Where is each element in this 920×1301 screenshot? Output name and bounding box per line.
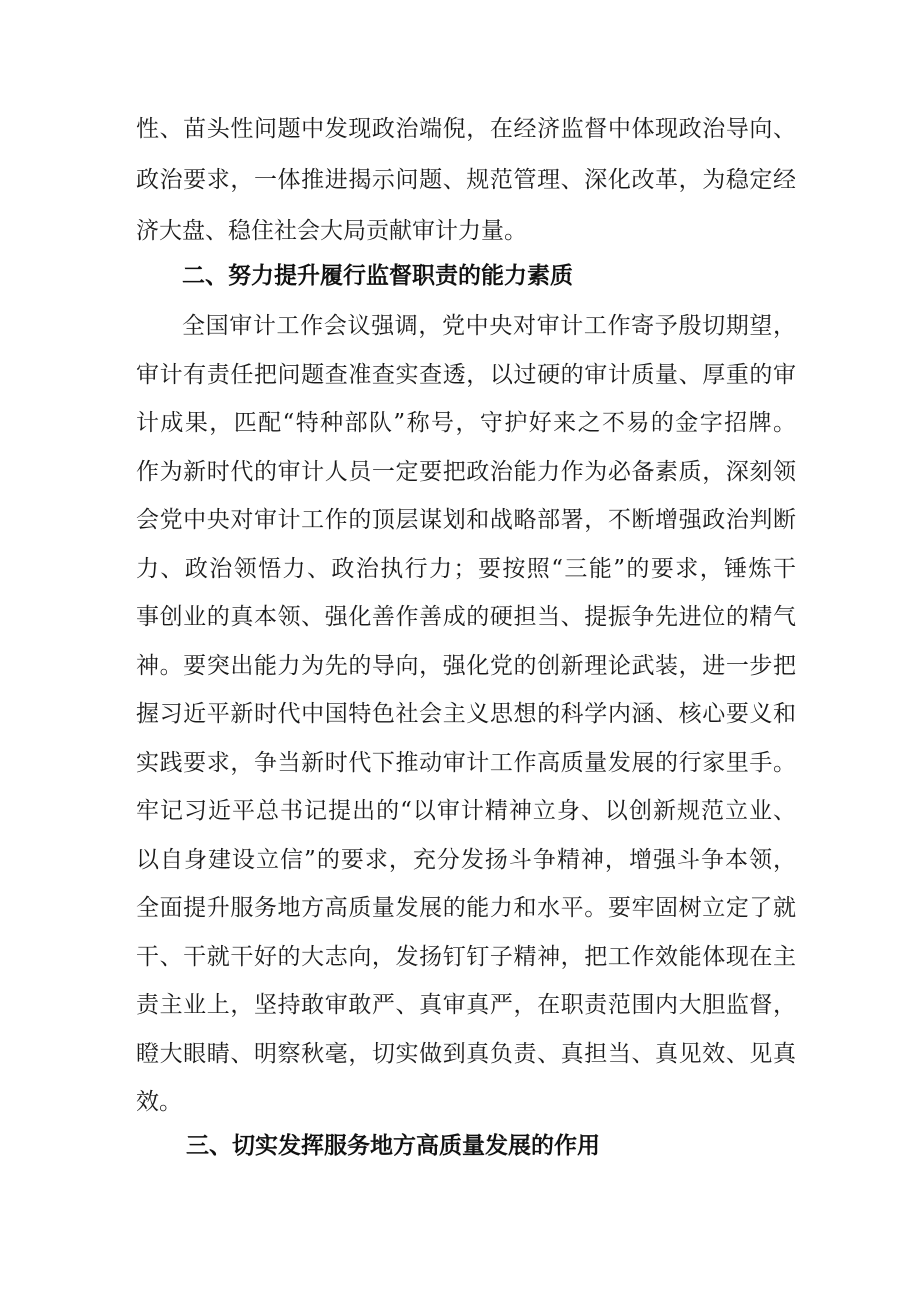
paragraph-line: 全面提升服务地方高质量发展的能力和水平。要牢固树立定了就 xyxy=(136,895,796,921)
paragraph-line: 性、苗头性问题中发现政治端倪，在经济监督中体现政治导向、 xyxy=(136,116,796,142)
paragraph-line: 政治要求，一体推进揭示问题、规范管理、深化改革，为稳定经 xyxy=(136,167,796,193)
section-heading-2: 二、努力提升履行监督职责的能力素质 xyxy=(182,263,573,289)
paragraph-line: 会党中央对审计工作的顶层谋划和战略部署，不断增强政治判断 xyxy=(136,507,796,533)
paragraph-line: 神。要突出能力为先的导向，强化党的创新理论武装，进一步把 xyxy=(136,653,796,679)
paragraph-line: 力、政治领悟力、政治执行力；要按照“三能”的要求，锤炼干 xyxy=(136,556,796,582)
paragraph-line: 计成果，匹配“特种部队”称号，守护好来之不易的金字招牌。 xyxy=(136,410,796,436)
paragraph-line: 济大盘、稳住社会大局贡献审计力量。 xyxy=(136,218,527,244)
paragraph-line: 审计有责任把问题查准查实查透，以过硬的审计质量、厚重的审 xyxy=(136,362,796,388)
paragraph-line: 干、干就干好的大志向，发扬钉钉子精神，把工作效能体现在主 xyxy=(136,944,796,970)
paragraph-line: 事创业的真本领、强化善作善成的硬担当、提振争先进位的精气 xyxy=(136,604,796,630)
paragraph-line: 握习近平新时代中国特色社会主义思想的科学内涵、核心要义和 xyxy=(136,701,796,727)
paragraph-line: 瞪大眼睛、明察秋毫，切实做到真负责、真担当、真见效、见真 xyxy=(136,1041,796,1067)
paragraph-line: 责主业上，坚持敢审敢严、真审真严，在职责范围内大胆监督， xyxy=(136,992,796,1018)
paragraph-line: 实践要求，争当新时代下推动审计工作高质量发展的行家里手。 xyxy=(136,750,796,776)
paragraph-line: 全国审计工作会议强调，党中央对审计工作寄予殷切期望， xyxy=(182,313,796,339)
paragraph-line: 效。 xyxy=(136,1089,182,1115)
paragraph-line: 牢记习近平总书记提出的“以审计精神立身、以创新规范立业、 xyxy=(136,798,796,824)
paragraph-line: 作为新时代的审计人员一定要把政治能力作为必备素质，深刻领 xyxy=(136,459,796,485)
paragraph-line: 以自身建设立信”的要求，充分发扬斗争精神，增强斗争本领， xyxy=(136,847,796,873)
section-heading-3: 三、切实发挥服务地方高质量发展的作用 xyxy=(186,1133,600,1159)
